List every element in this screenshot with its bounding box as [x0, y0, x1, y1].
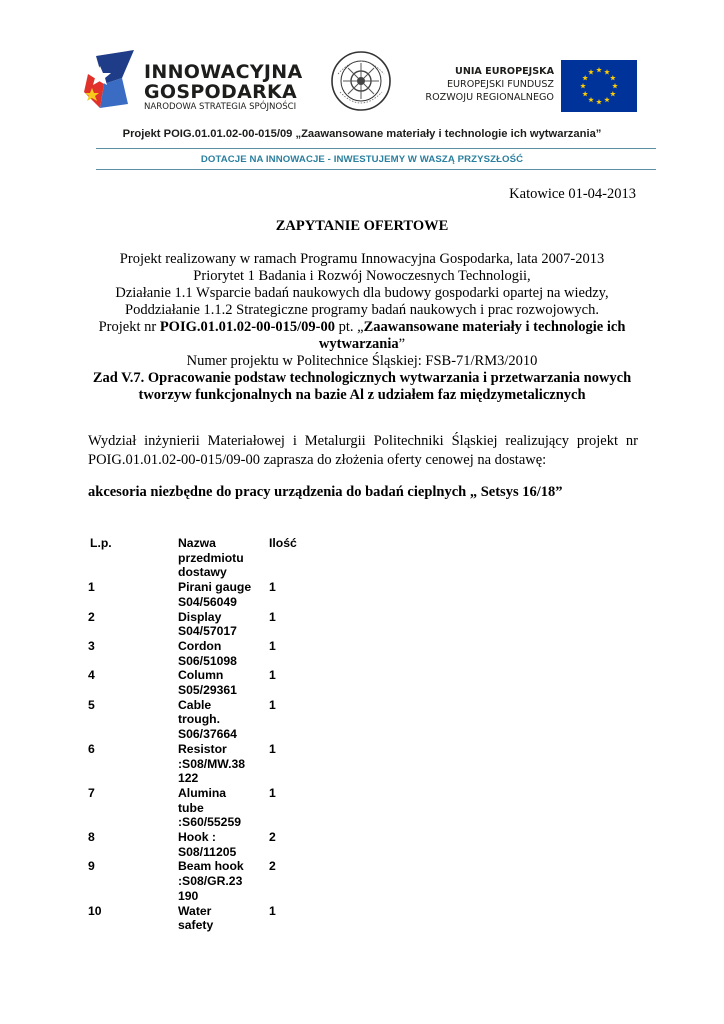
row-item-name-line: :S08/MW.38 — [178, 756, 246, 771]
row-item-name-line: S08/11205 — [178, 844, 237, 859]
university-seal-icon — [330, 50, 392, 112]
politechnika-slaska-seal — [330, 50, 392, 112]
table-row — [88, 580, 328, 609]
row-lp: 4 — [88, 668, 95, 683]
intro-line-4: Poddziałanie 1.1.2 Strategiczne programy badań naukowych i prac rozwojowych. — [125, 302, 599, 318]
eu-star-icon — [610, 91, 616, 96]
header-name-line: przedmiotu — [178, 550, 244, 565]
row-item-name — [178, 904, 262, 933]
project-nr-prefix: Projekt nr — [98, 319, 160, 335]
row-item-name-line: Cordon — [178, 638, 222, 653]
row-item-name-line: Hook : — [178, 830, 216, 845]
row-item-name-line: Pirani gauge — [178, 580, 252, 595]
eu-star-icon — [604, 69, 610, 74]
eu-star-icon — [612, 83, 618, 88]
table-row — [88, 830, 328, 859]
row-lp: 3 — [88, 638, 95, 653]
row-item-name-line: safety — [178, 918, 214, 933]
row-lp: 8 — [88, 830, 95, 845]
row-item-name-line: 122 — [178, 771, 199, 786]
row-lp: 1 — [88, 580, 95, 595]
project-title-part1: Zaawansowane materiały i technologie ich — [363, 319, 626, 335]
row-item-name-line: Column — [178, 668, 224, 683]
eu-star-icon — [582, 75, 588, 80]
table-row — [88, 610, 328, 639]
table-row — [88, 698, 328, 742]
row-item-name-line: Cable — [178, 697, 212, 712]
row-qty: 1 — [269, 638, 276, 653]
row-item-name — [178, 580, 262, 609]
row-item-name-line: S05/29361 — [178, 683, 237, 698]
table-row — [88, 639, 328, 668]
eu-star-icon — [610, 75, 616, 80]
row-qty: 1 — [269, 741, 276, 756]
row-item-name-line: trough. — [178, 712, 220, 727]
eu-star-icon — [582, 91, 588, 96]
row-item-name-line: S04/56049 — [178, 594, 237, 609]
row-item-name-line: Resistor — [178, 741, 227, 756]
intro-line-5 — [88, 319, 636, 336]
header-name — [178, 536, 262, 580]
row-item-name — [178, 668, 262, 697]
eu-star-icon — [604, 97, 610, 102]
row-qty: 1 — [269, 903, 276, 918]
header-lp: L.p. — [90, 536, 112, 550]
row-item-name — [178, 786, 262, 830]
eu-star-icon — [588, 69, 594, 74]
eu-text-unia: UNIA EUROPEJSKA — [455, 66, 554, 77]
row-qty: 1 — [269, 609, 276, 624]
row-item-name — [178, 742, 262, 786]
header-name-line: Nazwa — [178, 536, 216, 550]
header-rule-bottom — [96, 169, 656, 170]
items-table — [88, 536, 328, 933]
row-item-name-line: :S08/GR.23 — [178, 874, 243, 889]
eu-logo-block — [424, 62, 638, 110]
row-lp: 2 — [88, 609, 95, 624]
row-qty: 2 — [269, 859, 276, 874]
row-lp: 9 — [88, 859, 95, 874]
header-rule-top — [96, 148, 656, 149]
row-lp: 10 — [88, 903, 102, 918]
row-item-name-line: S04/57017 — [178, 624, 237, 639]
row-item-name-line: tube — [178, 800, 204, 815]
row-item-name-line: 190 — [178, 888, 199, 903]
row-qty: 2 — [269, 830, 276, 845]
row-lp: 5 — [88, 697, 95, 712]
project-nr-number: POIG.01.01.02-00-015/09-00 — [159, 319, 336, 335]
table-row — [88, 668, 328, 697]
eu-flag-icon — [561, 60, 637, 112]
table-row — [88, 904, 328, 933]
paragraph-line-1: Wydział inżynierii Materiałowej i Metalurgii Politechniki Śląskiej realizujący projekt nr — [88, 433, 638, 449]
innowacyjna-gospodarka-logo — [82, 48, 312, 114]
paragraph-line-2: POIG.01.01.02-00-015/09-00 zaprasza do złożenia oferty cenowej na dostawę: — [88, 451, 547, 468]
row-item-name-line: S06/51098 — [178, 653, 237, 668]
header-name-line: dostawy — [178, 565, 227, 580]
slogan: DOTACJE NA INNOWACJE - INWESTUJEMY W WASZĄ PRZYSZŁOŚĆ — [200, 154, 524, 165]
row-qty: 1 — [269, 785, 276, 800]
row-item-name — [178, 639, 262, 668]
innowacyjna-logo-mark-icon — [82, 48, 140, 114]
eu-star-icon — [596, 67, 602, 72]
logo-text-gospodarka: GOSPODARKA — [144, 81, 298, 103]
row-item-name-line: :S60/55259 — [178, 815, 242, 830]
table-row — [88, 742, 328, 786]
project-title-part2: wytwarzania — [318, 336, 399, 352]
row-item-name-line: S06/37664 — [178, 727, 237, 742]
row-item-name — [178, 610, 262, 639]
table-row — [88, 859, 328, 903]
row-item-name — [178, 859, 262, 903]
row-qty: 1 — [269, 668, 276, 683]
intro-line-1: Projekt realizowany w ramach Programu Innowacyjna Gospodarka, lata 2007-2013 — [119, 251, 605, 267]
row-item-name — [178, 698, 262, 742]
table-header — [88, 536, 328, 580]
document-title: ZAPYTANIE OFERTOWE — [275, 218, 449, 234]
task-line-2: tworzyw funkcjonalnych na bazie Al z udziałem faz międzymetalicznych — [138, 387, 586, 403]
row-qty: 1 — [269, 697, 276, 712]
intro-line-3: Działanie 1.1 Wsparcie badań naukowych dla budowy gospodarki opartej na wiedzy, — [115, 285, 609, 301]
logo-text-strategia: NARODOWA STRATEGIA SPÓJNOŚCI — [144, 102, 297, 112]
row-qty: 1 — [269, 580, 276, 595]
project-title-close-quote: ” — [398, 336, 406, 352]
intro-line-7: Numer projektu w Politechnice Śląskiej: FSB-71/RM3/2010 — [186, 353, 538, 369]
logo-text-innowacyjna: INNOWACYJNA — [144, 61, 303, 83]
project-line: Projekt POIG.01.01.02-00-015/09 „Zaawansowane materiały i technologie ich wytwarzania” — [122, 128, 602, 140]
eu-text-rozwoju: ROZWOJU REGIONALNEGO — [425, 92, 554, 103]
row-item-name-line: Alumina — [178, 785, 227, 800]
row-item-name — [178, 830, 262, 859]
row-item-name-line: Beam hook — [178, 859, 244, 874]
eu-star-icon — [588, 97, 594, 102]
intro-line-6 — [88, 336, 636, 353]
project-nr-mid: pt. „ — [335, 319, 364, 335]
row-lp: 6 — [88, 741, 95, 756]
table-body — [88, 580, 328, 933]
eu-text-fundusz: EUROPEJSKI FUNDUSZ — [446, 79, 554, 90]
table-row — [88, 786, 328, 830]
eu-star-icon — [580, 83, 586, 88]
invitation-paragraph — [88, 432, 638, 469]
accessories-heading: akcesoria niezbędne do pracy urządzenia do badań cieplnych „ Setsys 16/18” — [88, 484, 563, 500]
document-date: Katowice 01-04-2013 — [509, 186, 636, 202]
row-item-name-line: Display — [178, 609, 222, 624]
intro-line-2: Priorytet 1 Badania i Rozwój Nowoczesnych Technologii, — [193, 268, 531, 284]
header-qty: Ilość — [269, 536, 297, 550]
row-item-name-line: Water — [178, 903, 212, 918]
task-line-1: Zad V.7. Opracowanie podstaw technologicznych wytwarzania i przetwarzania nowych — [92, 370, 632, 386]
row-lp: 7 — [88, 785, 95, 800]
eu-star-icon — [596, 99, 602, 104]
